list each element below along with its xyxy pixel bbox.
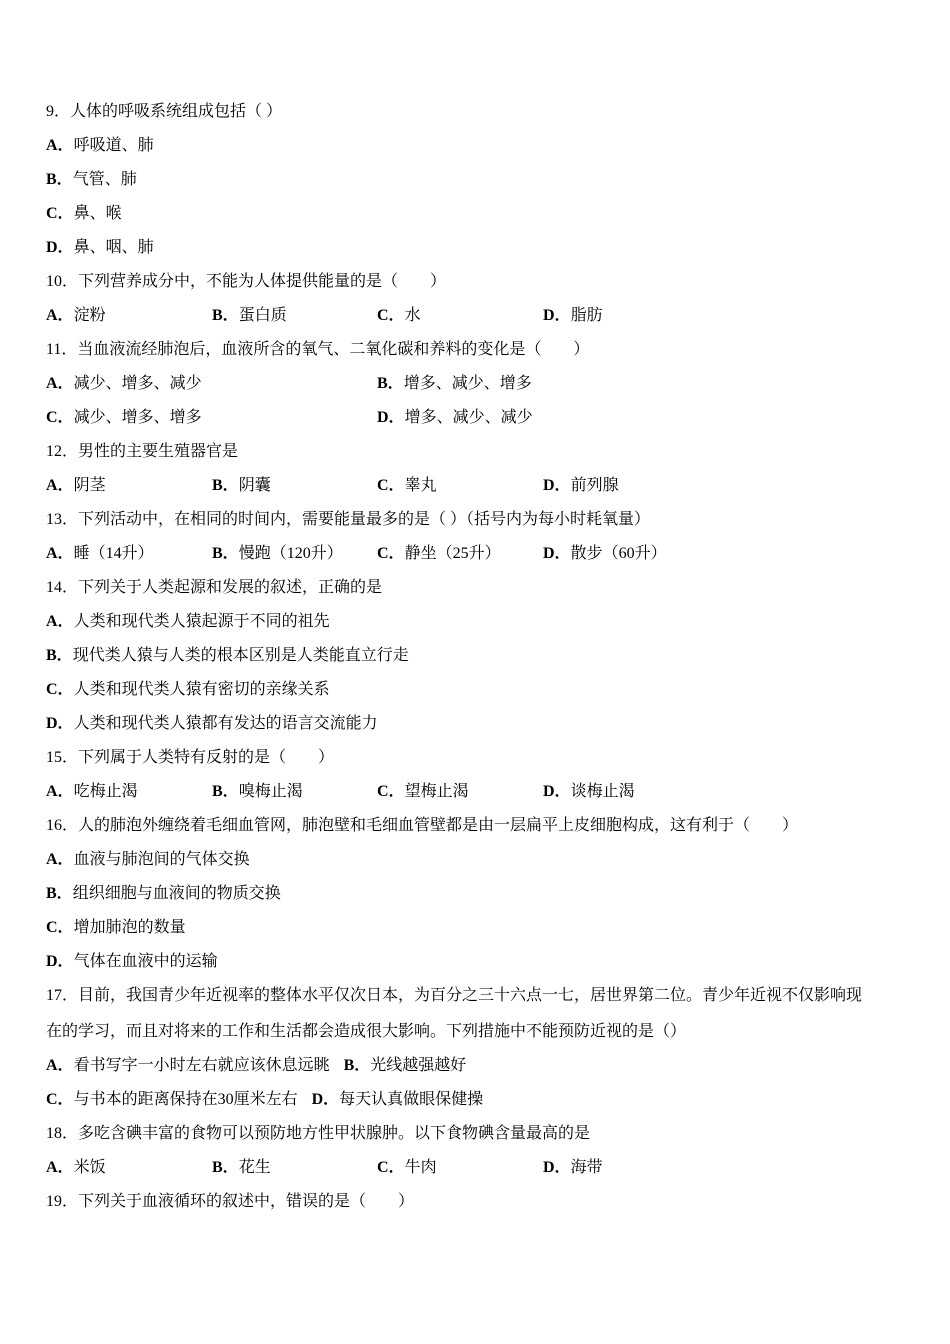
option-a: A．睡（14升） [46,545,154,562]
option-c: C．减少、增多、增多 [46,409,202,426]
option-b: B．增多、减少、增多 [377,375,532,392]
question-12-stem: 12．男性的主要生殖器官是 [46,443,239,460]
option-d: D．脂肪 [543,307,603,324]
option-b: B．光线越强越好 [343,1057,467,1074]
option-b: B．慢跑（120升） [212,545,343,562]
question-18-stem: 18．多吃含碘丰富的食物可以预防地方性甲状腺肿。以下食物碘含量最高的是 [46,1125,591,1142]
option-b: B．阴囊 [212,477,271,494]
option-c: C．水 [377,307,421,324]
option-a: A．米饭 [46,1159,106,1176]
question-9-option-a: A．呼吸道、肺 [46,137,154,154]
question-16-option-b: B．组织细胞与血液间的物质交换 [46,885,281,902]
option-a: A．淀粉 [46,307,106,324]
option-d: D．谈梅止渴 [543,783,635,800]
option-d: D．前列腺 [543,477,619,494]
option-c: C．与书本的距离保持在30厘米左右 [46,1091,298,1108]
option-d: D．散步（60升） [543,545,667,562]
question-17-stem-line2: 在的学习，而且对将来的工作和生活都会造成很大影响。下列措施中不能预防近视的是（） [46,1023,687,1040]
question-13-stem: 13．下列活动中，在相同的时间内，需要能量最多的是（ ）（括号内为每小时耗氧量） [46,511,651,528]
question-14-option-c: C．人类和现代类人猿有密切的亲缘关系 [46,681,330,698]
question-14-option-d: D．人类和现代类人猿都有发达的语言交流能力 [46,715,378,732]
question-11-stem: 11．当血液流经肺泡后，血液所含的氧气、二氧化碳和养料的变化是（ ） [46,341,590,358]
question-14-option-b: B．现代类人猿与人类的根本区别是人类能直立行走 [46,647,409,664]
question-15-stem: 15．下列属于人类特有反射的是（ ） [46,749,335,766]
question-16-option-a: A．血液与肺泡间的气体交换 [46,851,250,868]
question-14-option-a: A．人类和现代类人猿起源于不同的祖先 [46,613,330,630]
option-c: C．静坐（25升） [377,545,501,562]
question-14-stem: 14．下列关于人类起源和发展的叙述，正确的是 [46,579,383,596]
question-19-stem: 19．下列关于血液循环的叙述中，错误的是（ ） [46,1193,415,1210]
option-a: A．看书写字一小时左右就应该休息远眺 [46,1057,330,1074]
option-c: C．牛肉 [377,1159,437,1176]
option-b: B．嗅梅止渴 [212,783,303,800]
option-b: B．蛋白质 [212,307,287,324]
option-a: A．阴茎 [46,477,106,494]
question-9-option-b: B．气管、肺 [46,171,137,188]
question-10-stem: 10．下列营养成分中，不能为人体提供能量的是（ ） [46,273,447,290]
question-16-stem: 16．人的肺泡外缠绕着毛细血管网，肺泡壁和毛细血管壁都是由一层扁平上皮细胞构成，这有利于（ ） [46,817,799,834]
option-a: A．减少、增多、减少 [46,375,202,392]
option-d: D．海带 [543,1159,603,1176]
question-16-option-c: C．增加肺泡的数量 [46,919,186,936]
option-b: B．花生 [212,1159,271,1176]
question-9-option-c: C．鼻、喉 [46,205,122,222]
option-d: D．每天认真做眼保健操 [311,1091,484,1108]
question-17-options-row2 [46,1090,483,1110]
question-17-stem-line1: 17．目前，我国青少年近视率的整体水平仅次日本，为百分之三十六点一七，居世界第二位。青少年近视不仅影响现 [46,987,863,1004]
question-9-option-d: D．鼻、咽、肺 [46,239,154,256]
option-c: C．望梅止渴 [377,783,469,800]
question-17-options-row1 [46,1056,466,1076]
option-a: A．吃梅止渴 [46,783,138,800]
option-c: C．睾丸 [377,477,437,494]
question-16-option-d: D．气体在血液中的运输 [46,953,218,970]
question-9-stem: 9．人体的呼吸系统组成包括（ ） [46,103,283,120]
option-d: D．增多、减少、减少 [377,409,533,426]
